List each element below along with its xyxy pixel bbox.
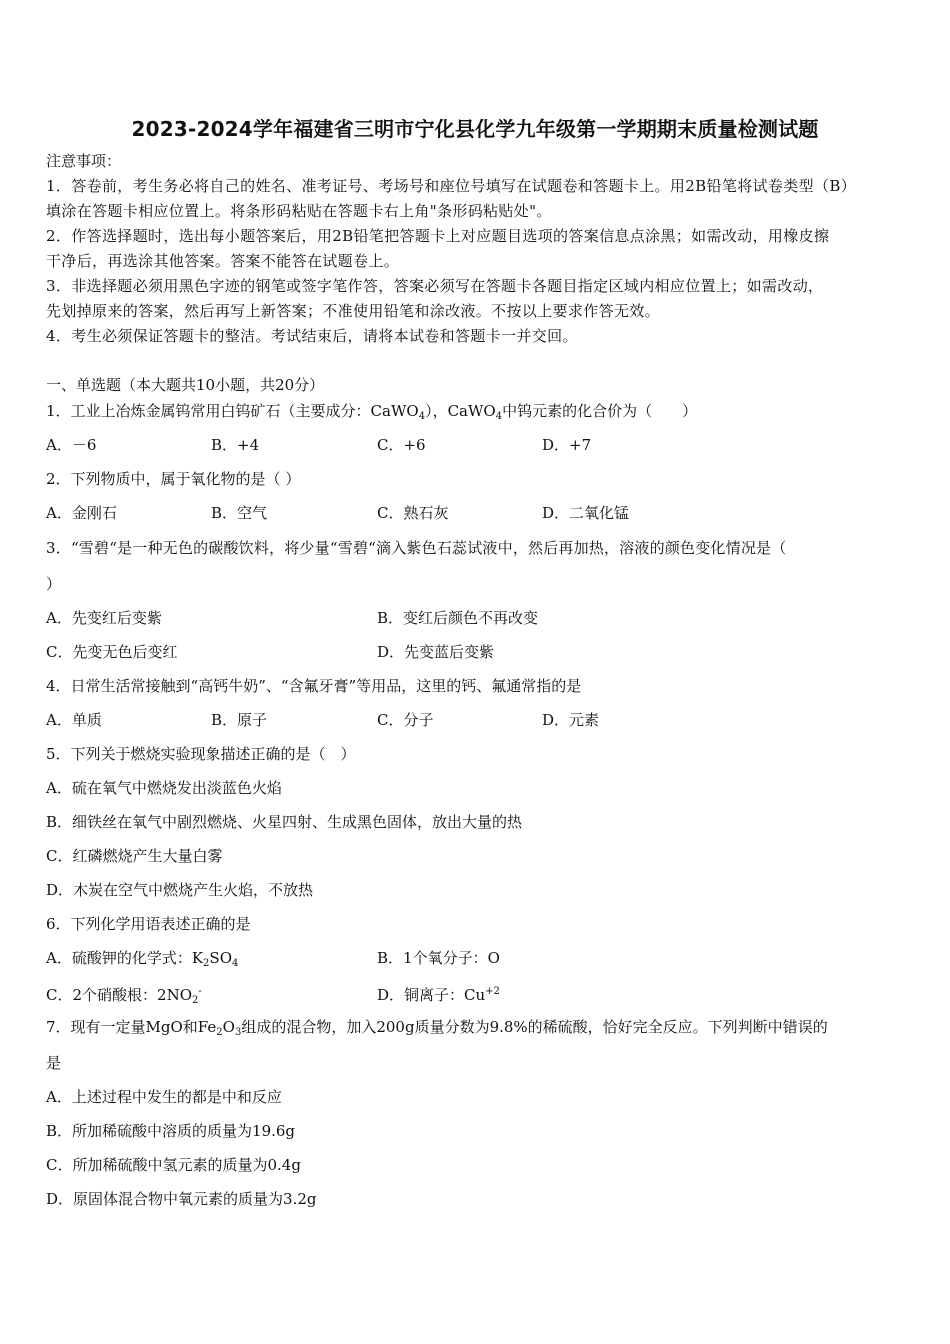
q6-c-text: C．2个硝酸根：2NO <box>46 986 192 1004</box>
q4-option-c: C．分子 <box>377 711 434 729</box>
question-1-stem <box>46 401 697 427</box>
page-title: 2023-2024学年福建省三明市宁化县化学九年级第一学期期末质量检测试题 <box>131 117 819 141</box>
q7-option-d: D．原固体混合物中氧元素的质量为3.2g <box>46 1190 317 1208</box>
question-7-stem <box>46 1017 828 1043</box>
section-heading: 一、单选题（本大题共10小题，共20分） <box>46 376 325 394</box>
question-7-stem-cont: 是 <box>46 1054 62 1072</box>
q2-option-a: A．金刚石 <box>46 504 117 522</box>
q1-stem-part: ），CaWO <box>425 402 496 420</box>
q3-option-b: B．变红后颜色不再改变 <box>377 609 539 627</box>
notice-line: 填涂在答题卡相应位置上。将条形码粘贴在答题卡右上角"条形码粘贴处"。 <box>46 202 552 220</box>
q4-option-a: A．单质 <box>46 711 102 729</box>
question-3-stem: 3．“雪碧“是一种无色的碳酸饮料，将少量“雪碧“滴入紫色石蕊试液中，然后再加热，溶液的颜色变化情况是（ <box>46 539 787 557</box>
notice-line: 2．作答选择题时，选出每小题答案后，用2B铅笔把答题卡上对应题目选项的答案信息点涂黑；如需改动，用橡皮擦 <box>46 227 830 245</box>
q1-subscript: 4 <box>418 411 426 422</box>
q1-option-a: A．－6 <box>46 436 97 454</box>
q6-d-text: D．铜离子：Cu <box>377 986 486 1004</box>
question-5-stem: 5．下列关于燃烧实验现象描述正确的是（ ） <box>46 745 356 763</box>
q6-a-subscript: 4 <box>232 958 239 969</box>
q2-option-b: B．空气 <box>211 504 268 522</box>
q6-a-subscript: 2 <box>203 958 210 969</box>
notice-line: 先划掉原来的答案，然后再写上新答案；不准使用铅笔和涂改液。不按以上要求作答无效。 <box>46 302 661 320</box>
notice-line: 1．答卷前，考生务必将自己的姓名、准考证号、考场号和座位号填写在试题卷和答题卡上。用2B铅笔将试卷类型（B） <box>46 177 857 195</box>
q7-stem-part: 组成的混合物，加入200g质量分数为9.8%的稀硫酸，恰好完全反应。下列判断中错误的 <box>241 1018 828 1036</box>
q1-stem-part: 中钨元素的化合价为（ ） <box>502 402 698 420</box>
q6-a-text: A．硫酸钾的化学式：K <box>46 949 204 967</box>
q2-option-d: D．二氧化锰 <box>542 504 630 522</box>
q7-option-a: A．上述过程中发生的都是中和反应 <box>46 1088 282 1106</box>
q4-option-d: D．元素 <box>542 711 600 729</box>
q6-option-b: B．1个氧分子：O <box>377 949 500 967</box>
q5-option-c: C．红磷燃烧产生大量白雾 <box>46 847 223 865</box>
q7-option-b: B．所加稀硫酸中溶质的质量为19.6g <box>46 1122 296 1140</box>
notice-line: 干净后，再选涂其他答案。答案不能答在试题卷上。 <box>46 252 400 270</box>
q4-option-b: B．原子 <box>211 711 268 729</box>
q6-a-text: SO <box>209 949 232 967</box>
notice-line: 4．考生必须保证答题卡的整洁。考试结束后，请将本试卷和答题卡一并交回。 <box>46 327 578 345</box>
q7-stem-part: O <box>222 1018 235 1036</box>
question-6-stem: 6．下列化学用语表述正确的是 <box>46 915 251 933</box>
q7-option-c: C．所加稀硫酸中氢元素的质量为0.4g <box>46 1156 301 1174</box>
q6-option-c <box>46 982 202 1011</box>
q6-c-superscript: - <box>198 986 202 997</box>
q7-stem-part: 7．现有一定量MgO和Fe <box>46 1018 217 1036</box>
q5-option-b: B．细铁丝在氧气中剧烈燃烧、火星四射、生成黑色固体，放出大量的热 <box>46 813 523 831</box>
q1-option-c: C．+6 <box>377 436 426 454</box>
q5-option-d: D．木炭在空气中燃烧产生火焰，不放热 <box>46 881 314 899</box>
question-4-stem: 4．日常生活常接触到“高钙牛奶”、“含氟牙膏”等用品，这里的钙、氟通常指的是 <box>46 677 582 695</box>
q1-stem-part: 1．工业上冶炼金属钨常用白钨矿石（主要成分：CaWO <box>46 402 419 420</box>
q3-option-d: D．先变蓝后变紫 <box>377 643 495 661</box>
q6-d-superscript: +2 <box>485 986 500 997</box>
q7-subscript: 3 <box>234 1027 242 1038</box>
question-3-stem-cont: ） <box>46 575 62 593</box>
q6-option-d <box>377 982 500 1005</box>
q3-option-c: C．先变无色后变红 <box>46 643 178 661</box>
q2-option-c: C．熟石灰 <box>377 504 449 522</box>
q1-option-d: D．+7 <box>542 436 592 454</box>
q5-option-a: A．硫在氧气中燃烧发出淡蓝色火焰 <box>46 779 282 797</box>
q6-c-subscript: 2 <box>192 995 199 1006</box>
q7-subscript: 2 <box>216 1027 223 1038</box>
q3-option-a: A．先变红后变紫 <box>46 609 162 627</box>
q6-option-a <box>46 948 238 974</box>
notice-heading: 注意事项： <box>46 152 122 170</box>
q1-subscript: 4 <box>495 411 503 422</box>
question-2-stem: 2．下列物质中，属于氧化物的是（ ） <box>46 470 301 488</box>
q1-option-b: B．+4 <box>211 436 260 454</box>
notice-line: 3．非选择题必须用黑色字迹的钢笔或签字笔作答，答案必须写在答题卡各题目指定区域内相应位置上；如需改动， <box>46 277 824 295</box>
